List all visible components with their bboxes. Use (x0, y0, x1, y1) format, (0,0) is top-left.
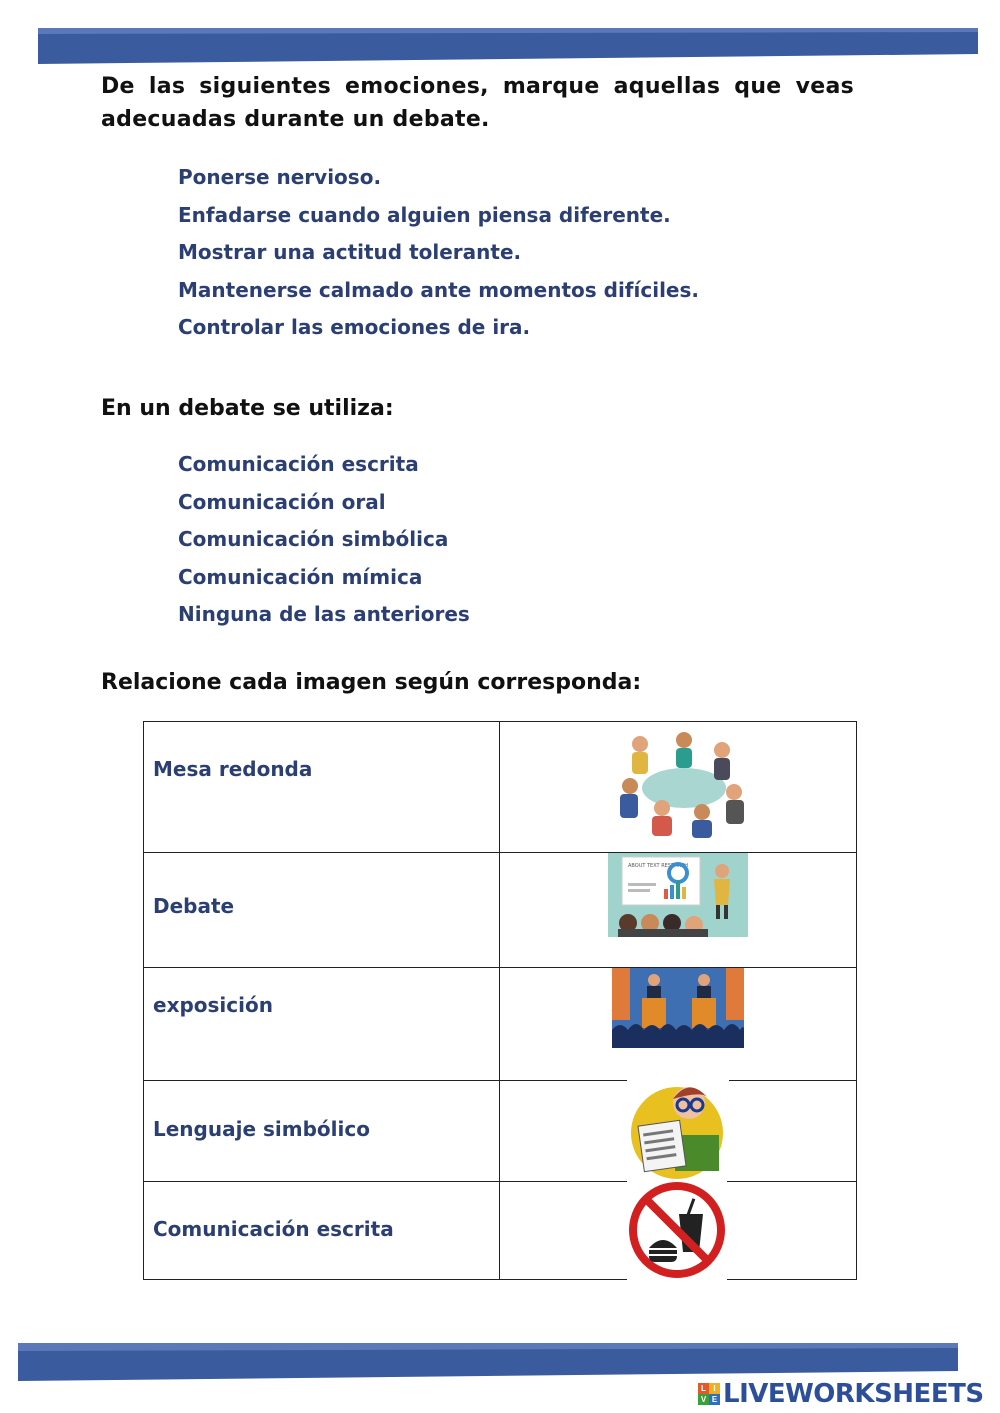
q2-option-5[interactable]: Ninguna de las anteriores (178, 602, 470, 627)
match-label-cell[interactable] (144, 722, 500, 853)
logo-mark-letter: I (709, 1383, 720, 1394)
question-2-prompt: En un debate se utiliza: (101, 396, 394, 421)
question-1-options (178, 159, 699, 347)
q1-option-5[interactable]: Controlar las emociones de ira. (178, 315, 531, 340)
question-1-prompt: De las siguientes emociones, marque aquellas que veas adecuadas durante un debate. (101, 74, 854, 132)
q1-option-1[interactable]: Ponerse nervioso. (178, 165, 382, 189)
match-image-cell[interactable] (500, 1182, 857, 1280)
logo-mark-letter: V (698, 1394, 709, 1405)
match-label-cell[interactable] (144, 1081, 500, 1182)
match-label: Comunicación escrita (153, 1217, 394, 1241)
match-label: Debate (153, 894, 235, 918)
q2-option-1[interactable]: Comunicación escrita (178, 452, 419, 476)
no-food-sign-image[interactable] (627, 1180, 727, 1280)
matching-table (143, 721, 857, 1280)
logo-mark-letter: E (709, 1394, 720, 1405)
match-label-cell[interactable] (144, 853, 500, 968)
q1-option-3[interactable]: Mostrar una actitud tolerante. (178, 240, 522, 265)
match-image-cell[interactable] (500, 853, 857, 968)
top-decorative-band (38, 28, 978, 64)
q1-option-2[interactable]: Enfadarse cuando alguien piensa diferente. (178, 202, 671, 227)
bottom-decorative-band (18, 1343, 958, 1381)
match-label: exposición (153, 993, 273, 1017)
presentation-image[interactable] (608, 853, 748, 937)
liveworksheets-logo[interactable] (698, 1378, 984, 1410)
newspaper-reader-image[interactable] (627, 1079, 729, 1179)
match-image-cell[interactable] (500, 968, 857, 1081)
question-2-options (178, 446, 470, 634)
presentation-image-text: ABOUT TEXT RESEARCH (628, 863, 689, 869)
logo-mark-icon (698, 1383, 720, 1405)
logo-text: LIVEWORKSHEETS (723, 1379, 984, 1409)
match-label-cell[interactable] (144, 1182, 500, 1280)
question-3-prompt: Relacione cada imagen según corresponda: (101, 670, 642, 695)
match-label-cell[interactable] (144, 968, 500, 1081)
q2-option-3[interactable]: Comunicación simbólica (178, 527, 449, 552)
match-label: Lenguaje simbólico (153, 1117, 370, 1141)
debate-podiums-image[interactable] (612, 968, 744, 1048)
q2-option-4[interactable]: Comunicación mímica (178, 564, 423, 589)
match-image-cell[interactable] (500, 722, 857, 853)
q1-option-4[interactable]: Mantenerse calmado ante momentos difíciles. (178, 277, 699, 302)
q2-option-2[interactable]: Comunicación oral (178, 489, 386, 514)
logo-mark-letter: L (698, 1383, 709, 1394)
round-table-meeting-image[interactable] (604, 726, 764, 841)
match-image-cell[interactable] (500, 1081, 857, 1182)
match-label: Mesa redonda (153, 757, 313, 781)
